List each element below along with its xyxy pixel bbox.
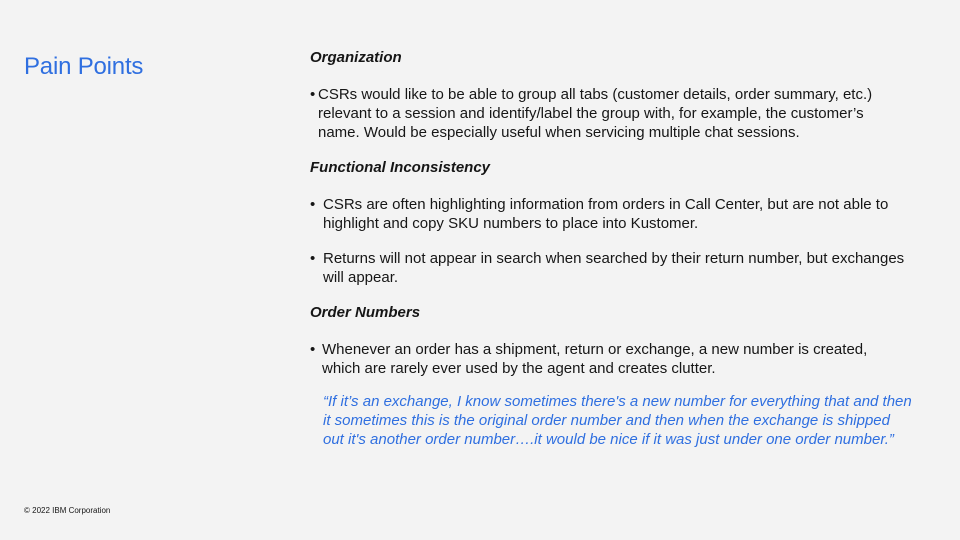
bullet-icon: •	[310, 196, 316, 213]
bullet-icon: •	[310, 341, 316, 358]
bullet-text: Whenever an order has a shipment, return or exchange, a new number is created, which are rarely ever used by the agent and creates clutter.	[322, 341, 868, 377]
bullet-icon: •	[310, 86, 316, 103]
bullet-icon: •	[310, 250, 316, 267]
section-heading-order-numbers: Order Numbers	[310, 304, 421, 321]
page-title: Pain Points	[24, 53, 144, 80]
list-item	[310, 195, 913, 233]
list-item	[310, 340, 892, 378]
list-item	[310, 249, 923, 287]
bullet-text: Returns will not appear in search when searched by their return number, but exchanges will appear.	[323, 250, 905, 286]
user-quote: “If it’s an exchange, I know sometimes there's a new number for everything that and then it sometimes this is the original order number and then when the exchange is shipped out it's another order number….it would be nice if it was just under one order number.”	[323, 393, 912, 448]
bullet-text: CSRs would like to be able to group all tabs (customer details, order summary, etc.) relevant to a session and identify/label the group with, for example, the customer’s name. Would be especially useful when servicing multiple chat sessions.	[318, 86, 873, 141]
section-heading-functional-inconsistency: Functional Inconsistency	[310, 159, 491, 176]
section-heading-organization: Organization	[310, 49, 402, 66]
bullet-text: CSRs are often highlighting information from orders in Call Center, but are not able to highlight and copy SKU numbers to place into Kustomer.	[323, 196, 889, 232]
copyright-footer: © 2022 IBM Corporation	[24, 506, 111, 515]
list-item	[310, 85, 908, 142]
slide-content	[310, 46, 930, 449]
